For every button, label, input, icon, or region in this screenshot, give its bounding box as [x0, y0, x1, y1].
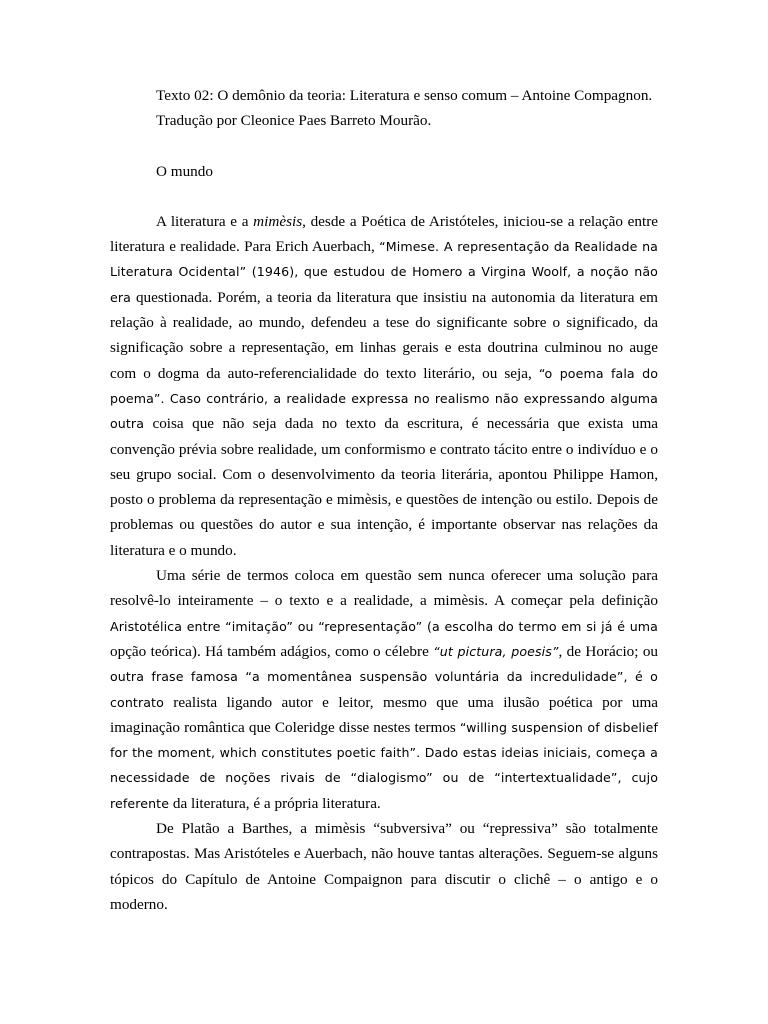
paragraph-2-part-3: , de Horácio; ou [558, 642, 659, 660]
translation-credit: Tradução por Cleonice Paes Barreto Mourão. [156, 112, 432, 130]
poema-citation: “o poema fala do poema”. Caso contrário, a realidade expressa no realismo não expressando alguma outra [110, 365, 658, 432]
suspension-citation: outra frase famosa “a momentânea suspensão voluntária da incredulidade”, é o contrato [110, 669, 658, 710]
paragraph-2-part-1: Uma série de termos coloca em questão sem nunca oferecer uma solução para resolvê-lo inteiramente – o texto e a realidade, a mimèsis. A começar pela definição [110, 567, 658, 610]
text-title-line: Texto 02: O demônio da teoria: Literatura e senso comum – Antoine Compagnon. [156, 87, 653, 104]
section-heading: O mundo [156, 162, 213, 180]
paragraph-2-part-5: da literatura, é a própria literatura. [169, 794, 381, 812]
paragraph-1-part-4: coisa que não seja dada no texto da escritura, é necessária que exista uma convenção prévia sobre realidade, um conformismo e contrato tácito entre o indivíduo e o seu grupo social. Com o desenvolvimento da teoria literária, apontou Philippe Hamon, posto o problema da representação e mimèsis, e questões de intenção ou estilo. Depois de problemas ou questões do autor e sua intenção, é importante observar nas relações da literatura e o mundo. [110, 415, 658, 559]
coleridge-citation: “willing suspension of disbelief for the moment, which constitutes poetic faith”. Dado estas ideias iniciais, começa a necessidade de noções rivais de “dialogismo” ou de “intertextualidade”, cujo referente [110, 719, 658, 811]
paragraph-3: De Platão a Barthes, a mimèsis “subversiva” ou “repressiva” são totalmente contrapostas. Mas Aristóteles e Auerbach, não houve tantas alterações. Seguem-se alguns tópicos do Capítulo de Antoine Compaignon para discutir o clichê – o antigo e o moderno. [110, 820, 658, 913]
paragraph-1-part-1: A literatura e a [156, 212, 254, 230]
paragraph-1 [110, 209, 658, 563]
mimesis-term: mimèsis [253, 212, 303, 230]
paragraph-2-part-2: opção teórica). Há também adágios, como o célebre [110, 642, 434, 660]
paragraph-1-part-3: questionada. Porém, a teoria da literatura que insistiu na autonomia da literatura em relação à realidade, ao mundo, defendeu a tese do significante sobre o significado, da significação sobre a representação, em linhas gerais e esta doutrina culminou no auge com o dogma da auto-referencialidade do texto literário, ou seja, [110, 288, 658, 382]
paragraph-2 [110, 563, 658, 816]
paragraph-2-part-4: realista ligando autor e leitor, mesmo que uma ilusão poética por uma imaginação romântica que Coleridge disse nestes termos [110, 693, 658, 736]
aristotle-citation: Aristotélica entre “imitação” ou “representação” (a escolha do termo em si já é uma [110, 618, 658, 634]
paragraph-1-part-2: , desde a Poética de Aristóteles, iniciou-se a relação entre literatura e realidade. Para Erich Auerbach, [110, 212, 659, 256]
spacer [110, 184, 658, 209]
auerbach-citation: “Mimese. A representação da Realidade na Literatura Ocidental” (1946), que estudou de Homero a Virgina Woolf, a noção não era [110, 239, 658, 305]
document-page [110, 83, 658, 917]
spacer [110, 134, 658, 159]
horace-citation: “ut pictura, poesis” [433, 643, 559, 659]
